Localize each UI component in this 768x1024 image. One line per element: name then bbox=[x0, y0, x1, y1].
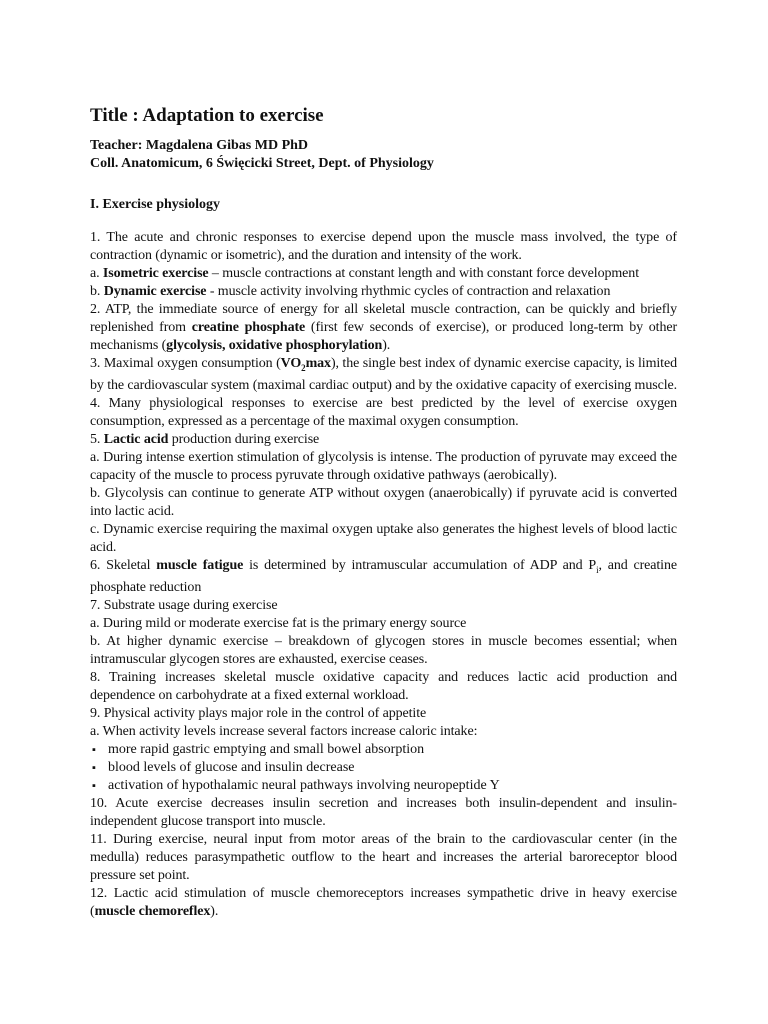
paragraph-8: 8. Training increases skeletal muscle oxidative capacity and reduces lactic acid production and dependence on carbohydrate at a fixed external workload. bbox=[90, 669, 677, 703]
paragraph-5a: a. During intense exertion stimulation of glycolysis is intense. The production of pyruvate may exceed the capacity of the muscle to process pyruvate through oxidative pathways (aerobically). bbox=[90, 449, 677, 483]
list-item: ▪ blood levels of glucose and insulin decrease bbox=[92, 759, 355, 775]
bullet-icon: ▪ bbox=[92, 761, 96, 774]
document-body bbox=[90, 229, 677, 921]
paragraph-9: 9. Physical activity plays major role in the control of appetite bbox=[90, 705, 427, 721]
list-item: ▪ more rapid gastric emptying and small bowel absorption bbox=[92, 741, 425, 757]
paragraph-7b: b. At higher dynamic exercise – breakdown of glycogen stores in muscle becomes essential; when intramuscular glycogen stores are exhausted, exercise ceases. bbox=[90, 633, 677, 667]
paragraph-2: 2. ATP, the immediate source of energy for all skeletal muscle contraction, can be quickly and briefly replenished from creatine phosphate (first few seconds of exercise), or produced long-term by other mechanisms (glycolysis, oxidative phosphorylation). bbox=[90, 302, 678, 353]
list-item: ▪ activation of hypothalamic neural pathways involving neuropeptide Y bbox=[92, 777, 500, 793]
document-page bbox=[90, 104, 677, 921]
location-line: Coll. Anatomicum, 6 Święcicki Street, Dept. of Physiology bbox=[90, 156, 434, 171]
paragraph-1: 1. The acute and chronic responses to exercise depend upon the muscle mass involved, the type of contraction (dynamic or isometric), and the duration and intensity of the work. bbox=[90, 230, 677, 263]
appetite-factors-list bbox=[90, 741, 677, 795]
paragraph-5c: c. Dynamic exercise requiring the maximal oxygen uptake also generates the highest levels of blood lactic acid. bbox=[90, 521, 677, 555]
teacher-line: Teacher: Magdalena Gibas MD PhD bbox=[90, 138, 309, 153]
paragraph-5b: b. Glycolysis can continue to generate ATP without oxygen (anaerobically) if pyruvate acid is converted into lactic acid. bbox=[90, 485, 677, 519]
paragraph-4: 4. Many physiological responses to exercise are best predicted by the level of exercise oxygen consumption, expressed as a percentage of the maximal oxygen consumption. bbox=[90, 395, 677, 429]
bullet-icon: ▪ bbox=[92, 779, 96, 792]
paragraph-12: 12. Lactic acid stimulation of muscle chemoreceptors increases sympathetic drive in heavy exercise (muscle chemoreflex). bbox=[90, 885, 677, 919]
paragraph-7a: a. During mild or moderate exercise fat is the primary energy source bbox=[90, 615, 467, 631]
paragraph-1a: a. Isometric exercise – muscle contractions at constant length and with constant force development bbox=[90, 266, 639, 281]
paragraph-9a: a. When activity levels increase several factors increase caloric intake: bbox=[90, 723, 478, 739]
document-title: Title : Adaptation to exercise bbox=[90, 105, 324, 126]
paragraph-1b: b. Dynamic exercise - muscle activity involving rhythmic cycles of contraction and relaxation bbox=[90, 284, 611, 299]
paragraph-11: 11. During exercise, neural input from motor areas of the brain to the cardiovascular center (in the medulla) reduces parasympathetic outflow to the heart and increases the arterial baroreceptor blood pressure set point. bbox=[90, 831, 677, 883]
paragraph-7: 7. Substrate usage during exercise bbox=[90, 597, 278, 613]
paragraph-5: 5. Lactic acid production during exercise bbox=[90, 431, 320, 447]
paragraph-6: 6. Skeletal muscle fatigue is determined by intramuscular accumulation of ADP and $P_i$, and creatine phosphate reduction bbox=[90, 557, 677, 595]
paragraph-3: 3. Maximal oxygen consumption $(VO_2\max)$, the single best index of dynamic exercise capacity, is limited by the cardiovascular system (maximal cardiac output) and by the oxidative capacity of exercising muscle. bbox=[90, 356, 678, 393]
bullet-icon: ▪ bbox=[92, 743, 96, 756]
section-heading: I. Exercise physiology bbox=[90, 197, 221, 212]
paragraph-10: 10. Acute exercise decreases insulin secretion and increases both insulin-dependent and insulin-independent glucose transport into muscle. bbox=[90, 795, 677, 829]
